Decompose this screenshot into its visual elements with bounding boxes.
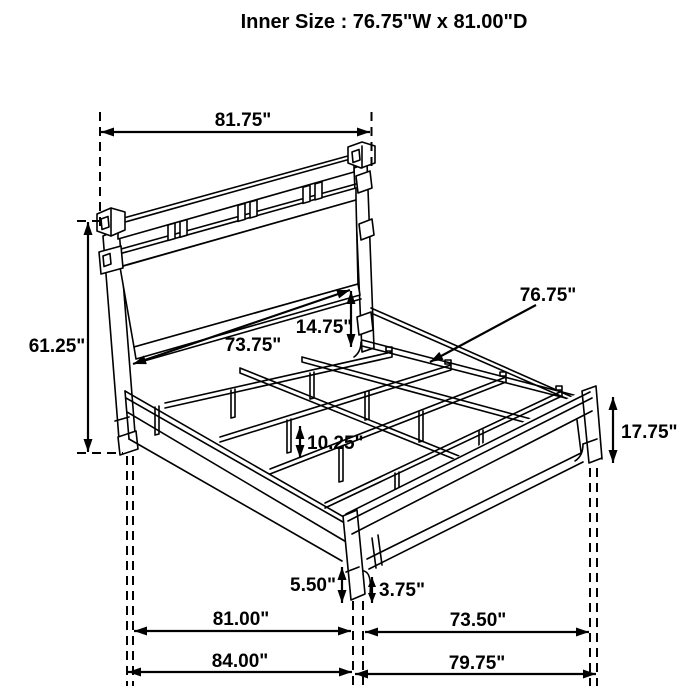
dim-foot-height-inner: [368, 577, 425, 603]
dim-side-rail-depth-label: 81.00": [212, 609, 270, 630]
dim-slat-leg-height-label: 10.25": [307, 433, 364, 454]
dim-overall-depth: [128, 651, 352, 677]
dim-footboard-inner-width-label: 73.50": [449, 610, 507, 631]
dim-panel-to-deck-label: 14.75": [295, 317, 353, 338]
dim-foot-height-outer-label: 5.50": [290, 575, 336, 596]
page-title: Inner Size : 76.75"W x 81.00"D: [240, 11, 528, 33]
dim-slat-span-label: 76.75": [519, 285, 577, 306]
dim-headboard-height-label: 61.25": [28, 336, 86, 357]
dim-footboard-height-label: 17.75": [621, 422, 678, 443]
headboard: [97, 142, 375, 455]
footboard: [343, 386, 602, 601]
dim-foot-height-outer: [290, 567, 347, 603]
dim-footboard-height: [609, 397, 678, 463]
dim-foot-height-inner-label: 3.75": [379, 580, 425, 601]
dim-overall-depth-label: 84.00": [211, 651, 269, 672]
dim-footboard-inner-width: [365, 610, 589, 637]
dim-slat-leg-height: [296, 426, 364, 458]
dim-headboard-width-label: 81.75": [214, 110, 272, 131]
dim-overall-width-label: 79.75": [448, 653, 506, 674]
dim-headboard-inner-width-label: 73.75": [224, 335, 282, 356]
dim-headboard-width: [101, 110, 370, 137]
dim-slat-span: [430, 285, 576, 362]
headboard-right-foot-cleat: [354, 342, 361, 357]
dim-headboard-height: [29, 222, 93, 452]
dim-side-rail-depth: [134, 609, 351, 636]
dim-overall-width: [355, 653, 596, 679]
